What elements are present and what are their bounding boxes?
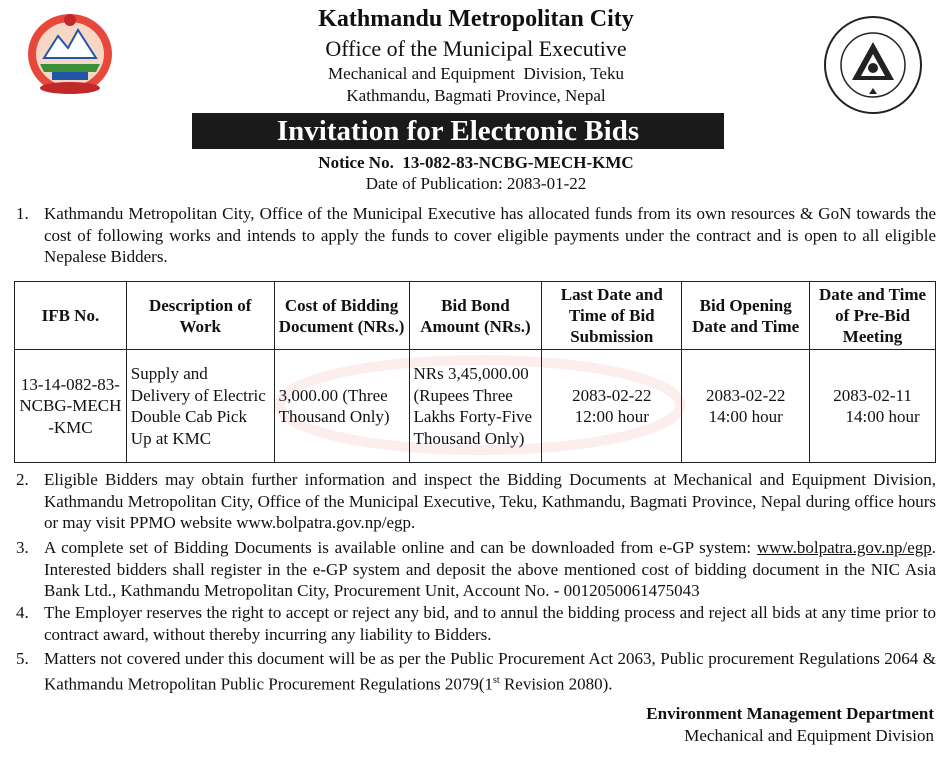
last-date: 2083-02-22	[572, 385, 652, 405]
header-description: Description of Work	[126, 282, 274, 350]
city-title: Kathmandu Metropolitan City	[318, 6, 634, 32]
publication-date: Date of Publication: 2083-01-22	[365, 174, 587, 193]
table-header-row	[15, 282, 936, 350]
paragraph-text: Kathmandu Metropolitan City, Office of the Municipal Executive has allocated funds from its own resources & GoN towards the cost of following works and intends to apply the funds to cover eligible payments under the contract and is open to all eligible Nepalese Bidders.	[44, 204, 936, 266]
header-cost: Cost of Bidding Document (NRs.)	[274, 282, 409, 350]
nepal-emblem-icon	[22, 8, 118, 98]
cell-opening-date	[682, 350, 810, 463]
paragraph-2	[16, 469, 936, 534]
division-line: Mechanical and Equipment Division, Teku	[328, 64, 624, 83]
paragraph-text: Eligible Bidders may obtain further information and inspect the Bidding Documents at Mechanical and Equipment Division, Kathmandu Metropolitan City, Office of the Municipal Executive, Teku, Kathmandu, Bagmati Province, Nepal during office hours or may visit PPMO website www.bolpatra.gov.np/egp.	[44, 470, 936, 532]
paragraph-number: 3.	[16, 538, 29, 557]
notice-number: Notice No. 13-082-83-NCBG-MECH-KMC	[318, 153, 634, 172]
invitation-banner: Invitation for Electronic Bids	[192, 113, 724, 149]
prebid-date: 2083-02-11	[833, 385, 912, 405]
header-bid-bond: Bid Bond Amount (NRs.)	[409, 282, 542, 350]
paragraph-text-start: Matters not covered under this document will be as per the Public Procurement Act 2063, Public procurement Regulations 2064 & Kathmandu Metropolitan Public Procurement Regulations 2079(1	[44, 649, 936, 694]
paragraph-text: The Employer reserves the right to accept or reject any bid, and to annul the bidding process and reject all bids at any time prior to contract award, without thereby incurring any liability to Bidders.	[44, 603, 936, 644]
paragraph-number: 4.	[16, 603, 29, 622]
paragraph-number: 5.	[16, 649, 29, 668]
paragraph-text	[44, 537, 936, 602]
paragraph-3	[16, 537, 936, 602]
kmc-seal-icon	[822, 14, 924, 116]
prebid-time: 14:00 hour	[845, 407, 920, 426]
last-time: 12:00 hour	[574, 407, 649, 426]
cell-prebid	[810, 350, 936, 463]
address-line: Kathmandu, Bagmati Province, Nepal	[346, 86, 606, 105]
header-last-date: Last Date and Time of Bid Submission	[542, 282, 682, 350]
bid-table	[14, 281, 936, 463]
office-title: Office of the Municipal Executive	[325, 36, 627, 61]
paragraph-number: 2.	[16, 470, 29, 489]
cell-description: Supply and Delivery of Electric Double Cab Pick Up at KMC	[126, 350, 274, 463]
egp-link[interactable]: www.bolpatra.gov.np/egp	[756, 538, 932, 557]
signature-department: Environment Management Department	[646, 704, 934, 723]
paragraph-1	[16, 203, 936, 268]
cell-ifb: 13-14-082-83-NCBG-MECH-KMC	[15, 350, 127, 463]
cell-cost: 3,000.00 (Three Thousand Only)	[274, 350, 409, 463]
cell-bid-bond: NRs 3,45,000.00 (Rupees Three Lakhs Forty-Five Thousand Only)	[409, 350, 542, 463]
paragraph-text-end: . Interested bidders shall register in the e-GP system and deposit the above mentioned cost of bidding document in the NIC Asia Bank Ltd., Kathmandu Metropolitan City, Procurement Unit, Account No. - 0012050061475043	[44, 538, 936, 600]
superscript: st	[493, 674, 500, 686]
paragraph-4	[16, 602, 936, 645]
paragraph-number: 1.	[16, 204, 29, 223]
table-row	[15, 350, 936, 463]
opening-date: 2083-02-22	[706, 385, 786, 405]
paragraph-text-end: Revision 2080).	[499, 674, 613, 694]
cell-last-date	[542, 350, 682, 463]
header-prebid: Date and Time of Pre-Bid Meeting	[810, 282, 936, 350]
signature-division: Mechanical and Equipment Division	[684, 726, 934, 745]
header-opening-date: Bid Opening Date and Time	[682, 282, 810, 350]
paragraph-text	[44, 648, 936, 695]
paragraph-text-start: A complete set of Bidding Documents is available online and can be downloaded from e-GP system:	[44, 538, 757, 557]
opening-time: 14:00 hour	[708, 407, 783, 426]
paragraph-5	[16, 648, 936, 695]
header-ifb: IFB No.	[15, 282, 127, 350]
